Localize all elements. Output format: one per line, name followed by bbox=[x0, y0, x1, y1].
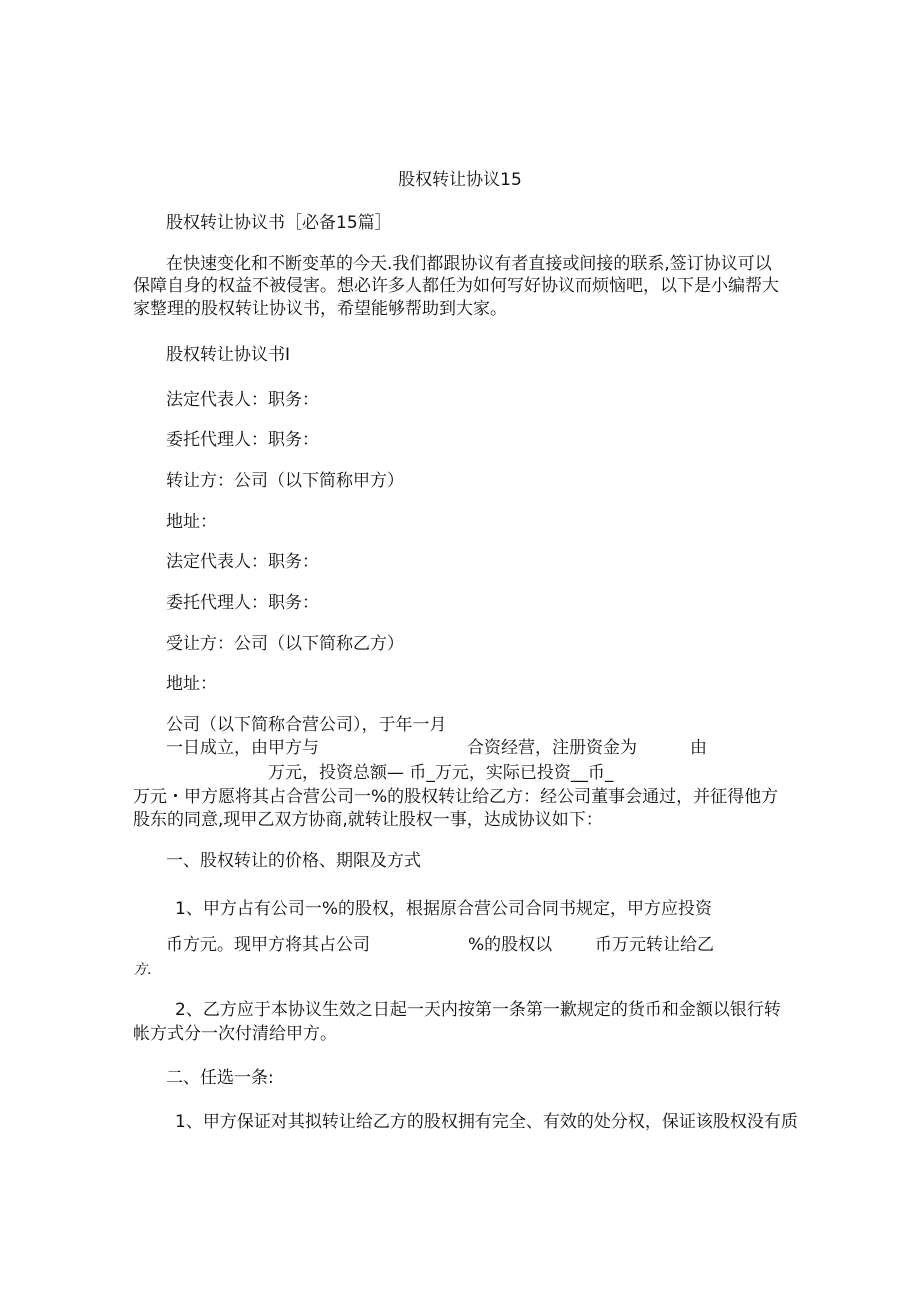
body-line-4: 万元・甲方愿将其占合营公司一%的股权转让给乙方：经公司董事会通过，并征得他方 bbox=[133, 787, 779, 807]
transferee-field: 受让方：公司（以下简称乙方） bbox=[166, 634, 404, 654]
article-1-clause-1-line-2a: 币方元。现甲方将其占公司 bbox=[166, 935, 370, 955]
address-field-2: 地址： bbox=[166, 674, 217, 694]
address-field-1: 地址： bbox=[166, 512, 217, 532]
article-1-clause-1-line-3: 方. bbox=[133, 962, 152, 978]
document-title: 股权转让协议15 bbox=[398, 170, 522, 190]
body-line-3: 万元，投资总额— 币_万元，实际已投资__币_ bbox=[268, 763, 614, 783]
article-1-heading: 一、股权转让的价格、期限及方式 bbox=[166, 851, 421, 871]
article-1-clause-1-line-2c: 币万元转让给乙 bbox=[595, 935, 714, 955]
section-title: 股权转让协议书I bbox=[166, 345, 291, 365]
document-subtitle: 股权转让协议书［必备15篇］ bbox=[166, 213, 392, 233]
body-line-5: 股东的同意,现甲乙双方协商,就转让股权一事，达成协议如下： bbox=[133, 810, 603, 830]
article-1-clause-2-line-2: 帐方式分一次付清给甲方。 bbox=[133, 1024, 337, 1044]
intro-line-2: 保障自身的权益不被侵害。想必许多人都任为如何写好协议而烦恼吧，以下是小编帮大 bbox=[133, 276, 779, 296]
transferor-field: 转让方：公司（以下简称甲方） bbox=[166, 471, 404, 491]
article-2-clause-1-line-1: 1、甲方保证对其拟转让给乙方的股权拥有完全、有效的处分权，保证该股权没有质 bbox=[175, 1112, 798, 1132]
article-2-heading: 二、任选一条: bbox=[166, 1068, 274, 1088]
legal-rep-field-2: 法定代表人：职务： bbox=[166, 552, 319, 572]
article-1-clause-1-line-2b: %的股权以 bbox=[468, 935, 553, 955]
body-line-2c: 由 bbox=[690, 738, 707, 758]
intro-line-3: 家整理的股权转让协议书，希望能够帮助到大家。 bbox=[133, 299, 507, 319]
intro-line-1: 在快速变化和不断变革的今天.我们都跟协议有者直接或间接的联系,签订协议可以 bbox=[166, 254, 772, 274]
legal-rep-field-1: 法定代表人：职务： bbox=[166, 390, 319, 410]
body-line-2a: 一日成立，由甲方与 bbox=[166, 738, 319, 758]
agent-field-1: 委托代理人：职务： bbox=[166, 430, 319, 450]
agent-field-2: 委托代理人：职务： bbox=[166, 593, 319, 613]
body-line-2b: 合资经营，注册资金为 bbox=[467, 738, 637, 758]
article-1-clause-2-line-1: 2、乙方应于本协议生效之日起一天内按第一条第一歉规定的货币和金额以银行转 bbox=[175, 1000, 781, 1020]
body-line-1: 公司（以下简称合营公司），于年一月 bbox=[166, 715, 447, 735]
article-1-clause-1-line-1: 1、甲方占有公司一%的股权，根据原合营公司合同书规定，甲方应投资 bbox=[175, 899, 712, 919]
